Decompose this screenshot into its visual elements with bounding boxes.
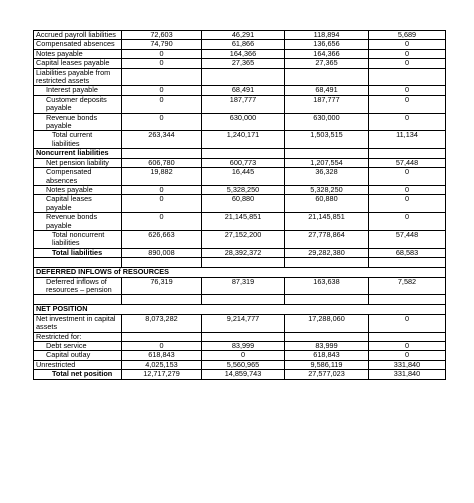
value-cell: 5,689 xyxy=(369,31,446,40)
table-row xyxy=(34,40,446,49)
value-cell: 19,882 xyxy=(122,168,202,186)
value-cell: 0 xyxy=(369,40,446,49)
value-cell: 60,880 xyxy=(285,195,369,213)
value-cell: 630,000 xyxy=(202,113,285,131)
table-row xyxy=(34,131,446,149)
table-row xyxy=(34,158,446,167)
row-label: Net investment in capital assets xyxy=(34,314,122,332)
value-cell xyxy=(122,332,202,341)
value-cell: 76,319 xyxy=(122,277,202,295)
table-row xyxy=(34,59,446,68)
value-cell: 0 xyxy=(122,195,202,213)
table-row xyxy=(34,342,446,351)
table-row xyxy=(34,351,446,360)
blank-cell xyxy=(34,295,122,305)
table-row xyxy=(34,360,446,369)
value-cell: 5,560,965 xyxy=(202,360,285,369)
value-cell: 0 xyxy=(122,213,202,231)
row-label: Notes payable xyxy=(34,49,122,58)
value-cell: 83,999 xyxy=(202,342,285,351)
row-label: Revenue bonds payable xyxy=(34,113,122,131)
value-cell: 0 xyxy=(369,113,446,131)
value-cell: 164,366 xyxy=(202,49,285,58)
value-cell: 14,859,743 xyxy=(202,370,285,379)
table-row xyxy=(34,370,446,379)
value-cell: 9,214,777 xyxy=(202,314,285,332)
value-cell: 57,448 xyxy=(369,230,446,248)
value-cell: 72,603 xyxy=(122,31,202,40)
value-cell xyxy=(285,68,369,86)
value-cell: 0 xyxy=(369,213,446,231)
row-label: NET POSITION xyxy=(34,305,446,314)
table-row xyxy=(34,268,446,277)
table-row xyxy=(34,230,446,248)
table-row xyxy=(34,314,446,332)
blank-cell xyxy=(285,258,369,268)
row-label: Compensated absences xyxy=(34,168,122,186)
value-cell: 74,790 xyxy=(122,40,202,49)
value-cell: 36,328 xyxy=(285,168,369,186)
blank-cell xyxy=(369,258,446,268)
value-cell xyxy=(285,332,369,341)
table-row xyxy=(34,277,446,295)
value-cell: 163,638 xyxy=(285,277,369,295)
row-label: Capital leases payable xyxy=(34,59,122,68)
value-cell: 0 xyxy=(369,168,446,186)
row-label: Revenue bonds payable xyxy=(34,213,122,231)
value-cell: 606,780 xyxy=(122,158,202,167)
value-cell xyxy=(369,68,446,86)
value-cell: 0 xyxy=(369,59,446,68)
value-cell: 600,773 xyxy=(202,158,285,167)
blank-cell xyxy=(122,258,202,268)
value-cell: 21,145,851 xyxy=(285,213,369,231)
value-cell: 187,777 xyxy=(202,95,285,113)
blank-cell xyxy=(122,295,202,305)
row-label: Total net position xyxy=(34,370,122,379)
value-cell: 0 xyxy=(369,185,446,194)
value-cell: 21,145,851 xyxy=(202,213,285,231)
value-cell xyxy=(369,332,446,341)
row-label: DEFERRED INFLOWS of RESOURCES xyxy=(34,268,446,277)
value-cell: 626,663 xyxy=(122,230,202,248)
value-cell: 164,366 xyxy=(285,49,369,58)
row-label: Total current liabilities xyxy=(34,131,122,149)
value-cell: 27,577,023 xyxy=(285,370,369,379)
row-label: Liabilities payable from restricted assets xyxy=(34,68,122,86)
row-label: Unrestricted xyxy=(34,360,122,369)
table-row xyxy=(34,49,446,58)
row-label: Accrued payroll liabilities xyxy=(34,31,122,40)
table-row xyxy=(34,195,446,213)
value-cell xyxy=(122,149,202,158)
row-label: Total liabilities xyxy=(34,248,122,257)
row-label: Interest payable xyxy=(34,86,122,95)
financial-statement-table xyxy=(33,30,446,380)
value-cell: 0 xyxy=(122,342,202,351)
value-cell: 68,491 xyxy=(285,86,369,95)
blank-cell xyxy=(369,295,446,305)
value-cell: 27,365 xyxy=(285,59,369,68)
table-row xyxy=(34,248,446,257)
row-label: Noncurrent liabilities xyxy=(34,149,122,158)
value-cell: 0 xyxy=(122,95,202,113)
value-cell: 7,582 xyxy=(369,277,446,295)
value-cell: 11,134 xyxy=(369,131,446,149)
value-cell: 618,843 xyxy=(285,351,369,360)
blank-cell xyxy=(202,295,285,305)
table-body xyxy=(34,31,446,380)
value-cell xyxy=(202,149,285,158)
value-cell: 61,866 xyxy=(202,40,285,49)
row-label: Notes payable xyxy=(34,185,122,194)
value-cell xyxy=(369,149,446,158)
value-cell: 27,778,864 xyxy=(285,230,369,248)
value-cell: 28,392,372 xyxy=(202,248,285,257)
row-label: Restricted for: xyxy=(34,332,122,341)
value-cell: 5,328,250 xyxy=(202,185,285,194)
row-label: Total noncurrent liabilities xyxy=(34,230,122,248)
value-cell: 83,999 xyxy=(285,342,369,351)
row-label: Capital leases payable xyxy=(34,195,122,213)
table-row xyxy=(34,213,446,231)
row-label: Debt service xyxy=(34,342,122,351)
value-cell: 0 xyxy=(369,95,446,113)
row-label: Customer deposits payable xyxy=(34,95,122,113)
value-cell: 0 xyxy=(369,49,446,58)
table-row xyxy=(34,95,446,113)
value-cell: 16,445 xyxy=(202,168,285,186)
blank-cell xyxy=(202,258,285,268)
value-cell: 0 xyxy=(122,59,202,68)
value-cell: 890,008 xyxy=(122,248,202,257)
value-cell: 331,840 xyxy=(369,360,446,369)
value-cell: 46,291 xyxy=(202,31,285,40)
value-cell: 27,152,200 xyxy=(202,230,285,248)
value-cell: 8,073,282 xyxy=(122,314,202,332)
value-cell xyxy=(285,149,369,158)
value-cell: 618,843 xyxy=(122,351,202,360)
table-row xyxy=(34,185,446,194)
table-row xyxy=(34,113,446,131)
value-cell xyxy=(202,332,285,341)
table-row xyxy=(34,168,446,186)
table-row xyxy=(34,305,446,314)
value-cell: 1,503,515 xyxy=(285,131,369,149)
value-cell: 0 xyxy=(122,49,202,58)
row-label: Compensated absences xyxy=(34,40,122,49)
value-cell: 0 xyxy=(202,351,285,360)
table-row xyxy=(34,86,446,95)
row-label: Capital outlay xyxy=(34,351,122,360)
table-row xyxy=(34,149,446,158)
blank-cell xyxy=(285,295,369,305)
value-cell: 0 xyxy=(122,185,202,194)
row-label: Net pension liability xyxy=(34,158,122,167)
blank-cell xyxy=(34,258,122,268)
table-row xyxy=(34,68,446,86)
value-cell: 4,025,153 xyxy=(122,360,202,369)
value-cell: 27,365 xyxy=(202,59,285,68)
value-cell: 9,586,119 xyxy=(285,360,369,369)
row-label: Deferred inflows of resources – pension xyxy=(34,277,122,295)
value-cell: 0 xyxy=(369,195,446,213)
value-cell: 263,344 xyxy=(122,131,202,149)
value-cell: 29,282,380 xyxy=(285,248,369,257)
value-cell: 68,491 xyxy=(202,86,285,95)
value-cell: 12,717,279 xyxy=(122,370,202,379)
value-cell: 0 xyxy=(122,113,202,131)
value-cell xyxy=(202,68,285,86)
value-cell: 331,840 xyxy=(369,370,446,379)
value-cell: 0 xyxy=(369,314,446,332)
value-cell: 0 xyxy=(369,342,446,351)
value-cell: 68,583 xyxy=(369,248,446,257)
value-cell: 87,319 xyxy=(202,277,285,295)
table-row xyxy=(34,258,446,268)
table-row xyxy=(34,332,446,341)
value-cell: 1,240,171 xyxy=(202,131,285,149)
value-cell xyxy=(122,68,202,86)
value-cell: 0 xyxy=(369,86,446,95)
value-cell: 187,777 xyxy=(285,95,369,113)
value-cell: 60,880 xyxy=(202,195,285,213)
value-cell: 630,000 xyxy=(285,113,369,131)
value-cell: 0 xyxy=(122,86,202,95)
value-cell: 57,448 xyxy=(369,158,446,167)
value-cell: 136,656 xyxy=(285,40,369,49)
value-cell: 17,288,060 xyxy=(285,314,369,332)
table-row xyxy=(34,295,446,305)
value-cell: 118,894 xyxy=(285,31,369,40)
value-cell: 1,207,554 xyxy=(285,158,369,167)
table-row xyxy=(34,31,446,40)
value-cell: 5,328,250 xyxy=(285,185,369,194)
value-cell: 0 xyxy=(369,351,446,360)
